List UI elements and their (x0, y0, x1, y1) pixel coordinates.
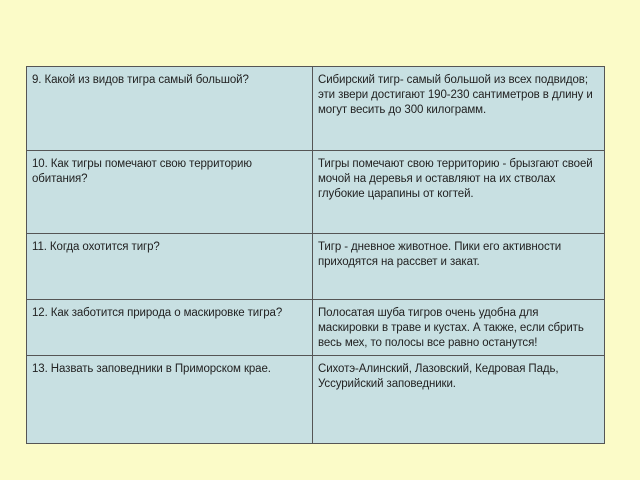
qa-table (26, 66, 605, 444)
question-cell: 9. Какой из видов тигра самый большой? (27, 67, 313, 151)
answer-cell: Тигры помечают свою территорию - брызгают своей мочой на деревья и оставляют на их стволах глубокие царапины от когтей. (313, 151, 605, 234)
question-cell: 13. Назвать заповедники в Приморском крае. (27, 356, 313, 444)
question-cell: 12. Как заботится природа о маскировке тигра? (27, 300, 313, 356)
table-row (27, 234, 605, 300)
table-row (27, 67, 605, 151)
question-cell: 11. Когда охотится тигр? (27, 234, 313, 300)
answer-cell: Сибирский тигр- самый большой из всех подвидов; эти звери достигают 190-230 сантиметров в длину и могут весить до 300 килограмм. (313, 67, 605, 151)
table-row (27, 151, 605, 234)
table-row (27, 356, 605, 444)
answer-cell: Полосатая шуба тигров очень удобна для маскировки в траве и кустах. А также, если сбрить весь мех, то полосы все равно останутся! (313, 300, 605, 356)
table-row (27, 300, 605, 356)
answer-cell: Тигр - дневное животное. Пики его активности приходятся на рассвет и закат. (313, 234, 605, 300)
answer-cell: Сихотэ-Алинский, Лазовский, Кедровая Падь, Уссурийский заповедники. (313, 356, 605, 444)
question-cell: 10. Как тигры помечают свою территорию обитания? (27, 151, 313, 234)
